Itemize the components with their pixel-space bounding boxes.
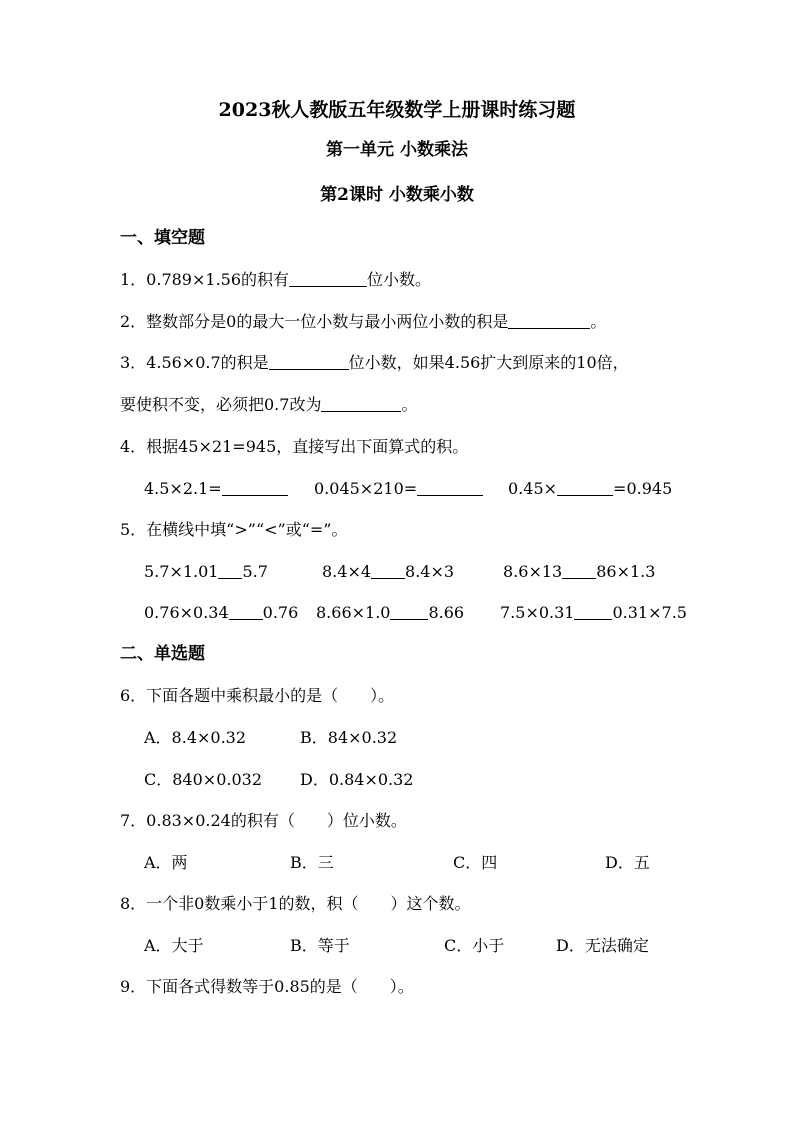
q3-text-c: 要使积不变，必须把0.7改为 <box>120 395 322 414</box>
q3-text-d: 。 <box>401 395 418 414</box>
q4-item-3-text-a: 0.45× <box>508 479 558 498</box>
q1-text-b: 位小数。 <box>367 270 432 289</box>
q4-item-2-blank[interactable] <box>417 479 483 496</box>
q5-r1-i3-right: 86×1.3 <box>596 562 656 581</box>
section-fill-in: 一、填空题 <box>120 228 205 248</box>
q5-row2-item-1 <box>144 603 298 623</box>
q6-option-d[interactable]: D．0.84×0.32 <box>300 770 414 789</box>
q5-r1-i2-blank[interactable] <box>371 562 405 579</box>
question-3-line-2 <box>120 395 417 415</box>
lesson-title: 第2课时 小数乘小数 <box>320 185 474 205</box>
q8-option-a[interactable]: A．大于 <box>144 936 204 955</box>
question-4: 4．根据45×21=945，直接写出下面算式的积。 <box>120 437 469 456</box>
q6-option-c[interactable]: C．840×0.032 <box>144 770 262 789</box>
q7-option-c[interactable]: C．四 <box>453 853 498 872</box>
q4-item-3-blank[interactable] <box>557 479 613 496</box>
q5-row2-item-3 <box>500 603 687 623</box>
q3-text-a: 3．4.56×0.7的积是 <box>120 353 269 372</box>
q5-row1-item-1 <box>144 562 268 582</box>
q5-r2-i2-blank[interactable] <box>390 603 428 620</box>
q4-item-1 <box>144 479 288 499</box>
q5-row2-item-2 <box>316 603 464 623</box>
q6-option-a[interactable]: A．8.4×0.32 <box>144 728 247 747</box>
q5-r2-i1-blank[interactable] <box>229 603 263 620</box>
q3-text-b: 位小数，如果4.56扩大到原来的10倍， <box>348 353 629 372</box>
q5-r2-i3-left: 7.5×0.31 <box>500 603 575 622</box>
q2-text-a: 2．整数部分是0的最大一位小数与最小两位小数的积是 <box>120 312 509 331</box>
question-7: 7．0.83×0.24的积有（ ）位小数。 <box>120 811 407 830</box>
q5-r2-i3-blank[interactable] <box>574 603 612 620</box>
section-single-choice: 二、单选题 <box>120 644 205 664</box>
q5-r1-i2-left: 8.4×4 <box>322 562 372 581</box>
q5-r1-i1-right: 5.7 <box>242 562 268 581</box>
q5-r2-i2-right: 8.66 <box>428 603 465 622</box>
question-1 <box>120 270 431 290</box>
q6-option-b[interactable]: B．84×0.32 <box>300 728 398 747</box>
q4-item-2-text: 0.045×210= <box>314 479 418 498</box>
q4-item-3 <box>508 479 672 499</box>
q8-option-d[interactable]: D．无法确定 <box>556 936 649 955</box>
q5-r1-i3-left: 8.6×13 <box>503 562 563 581</box>
q7-option-a[interactable]: A．两 <box>144 853 188 872</box>
question-2 <box>120 312 606 332</box>
q5-r2-i1-right: 0.76 <box>262 603 299 622</box>
q8-option-c[interactable]: C．小于 <box>444 936 505 955</box>
q4-item-2 <box>314 479 483 499</box>
question-9: 9．下面各式得数等于0.85的是（ ）。 <box>120 977 414 996</box>
unit-title: 第一单元 小数乘法 <box>326 140 468 160</box>
q5-r2-i3-right: 0.31×7.5 <box>612 603 687 622</box>
q4-item-1-text: 4.5×2.1= <box>144 479 222 498</box>
q7-option-b[interactable]: B．三 <box>290 853 334 872</box>
page-title: 2023秋人教版五年级数学上册课时练习题 <box>218 99 576 121</box>
q4-item-1-blank[interactable] <box>222 479 288 496</box>
q8-option-b[interactable]: B．等于 <box>290 936 350 955</box>
q3-answer-blank-1[interactable] <box>269 353 349 370</box>
q5-r1-i1-left: 5.7×1.01 <box>144 562 219 581</box>
question-8: 8．一个非0数乘小于1的数，积（ ）这个数。 <box>120 894 471 913</box>
q5-r1-i1-blank[interactable] <box>218 562 242 579</box>
q7-option-d[interactable]: D．五 <box>605 853 650 872</box>
question-6: 6．下面各题中乘积最小的是（ ）。 <box>120 686 395 705</box>
q5-r2-i2-left: 8.66×1.0 <box>316 603 391 622</box>
q5-r1-i2-right: 8.4×3 <box>405 562 455 581</box>
q1-answer-blank[interactable] <box>289 270 367 287</box>
q4-item-3-text-b: =0.945 <box>613 479 673 498</box>
question-3 <box>120 353 629 373</box>
q2-answer-blank[interactable] <box>508 312 590 329</box>
q5-row1-item-3 <box>503 562 655 582</box>
q3-answer-blank-2[interactable] <box>321 395 401 412</box>
q2-text-b: 。 <box>590 312 607 331</box>
q5-r2-i1-left: 0.76×0.34 <box>144 603 229 622</box>
q5-r1-i3-blank[interactable] <box>562 562 596 579</box>
question-5: 5．在横线中填“>”“<”或“=”。 <box>120 520 348 539</box>
q5-row1-item-2 <box>322 562 454 582</box>
q1-text-a: 1．0.789×1.56的积有 <box>120 270 290 289</box>
